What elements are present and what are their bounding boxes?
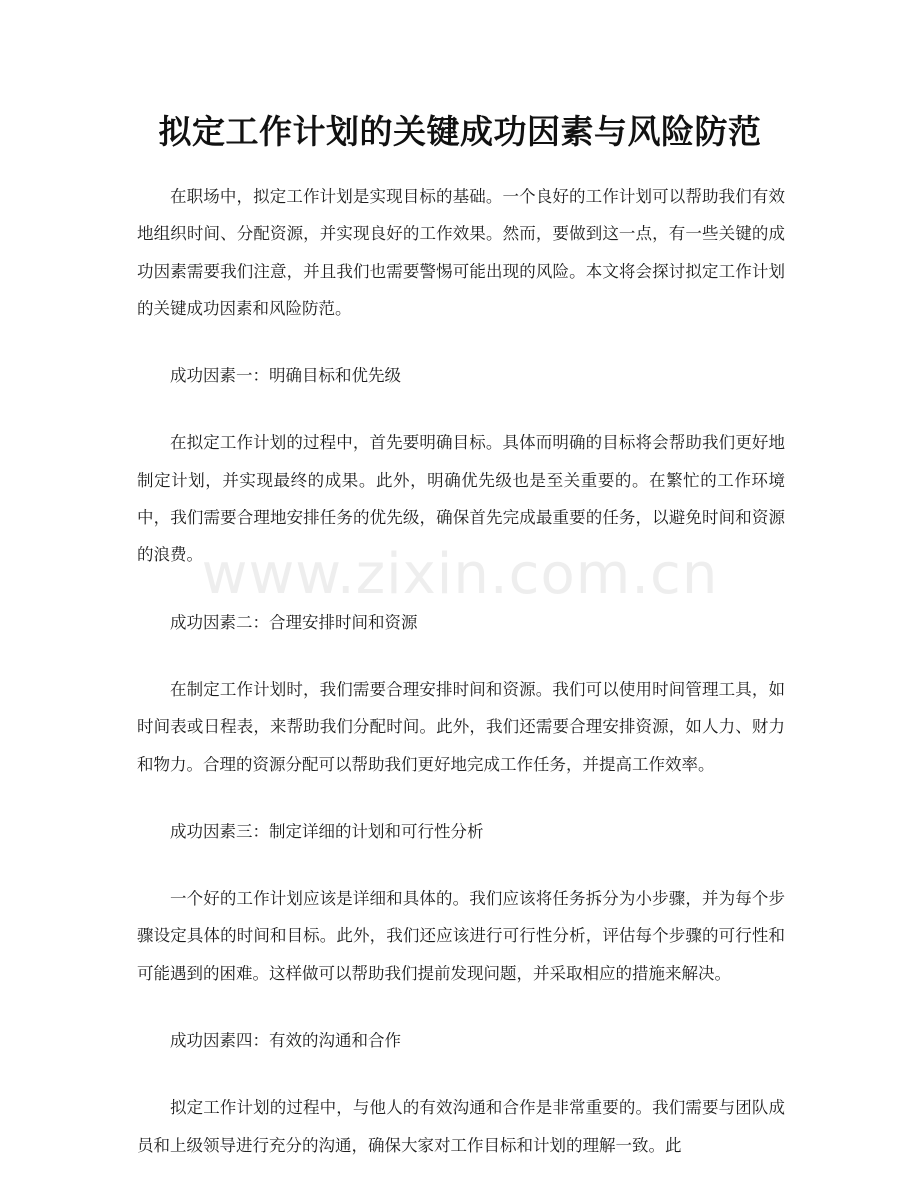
section-heading-3: 成功因素三：制定详细的计划和可行性分析 [170, 821, 484, 841]
paragraph-2: 在制定工作计划时，我们需要合理安排时间和资源。我们可以使用时间管理工具，如时间表或日程表，来帮助我们分配时间。此外，我们还需要合理安排资源，如人力、财力和物力。合理的资源分配可以帮助我们更好地完成工作任务，并提高工作效率。 [137, 679, 785, 774]
paragraph-3: 一个好的工作计划应该是详细和具体的。我们应该将任务拆分为小步骤，并为每个步骤设定具体的时间和目标。此外，我们还应该进行可行性分析，评估每个步骤的可行性和可能遇到的困难。这样做可以帮助我们提前发现问题，并采取相应的措施来解决。 [137, 889, 785, 983]
section-heading-2: 成功因素二：合理安排时间和资源 [170, 612, 418, 632]
paragraph-4: 拟定工作计划的过程中，与他人的有效沟通和合作是非常重要的。我们需要与团队成员和上级领导进行充分的沟通，确保大家对工作目标和计划的理解一致。此 [137, 1098, 785, 1155]
paragraph-intro: 在职场中，拟定工作计划是实现目标的基础。一个良好的工作计划可以帮助我们有效地组织时间、分配资源，并实现良好的工作效果。然而，要做到这一点，有一些关键的成功因素需要我们注意，并且我们也需要警惕可能出现的风险。本文将会探讨拟定工作计划的关键成功因素和风险防范。 [137, 187, 785, 318]
watermark-text: www.zixin.com.cn [201, 542, 719, 607]
section-heading-1: 成功因素一：明确目标和优先级 [170, 366, 401, 386]
paragraph-1: 在拟定工作计划的过程中，首先要明确目标。具体而明确的目标将会帮助我们更好地制定计划，并实现最终的成果。此外，明确优先级也是至关重要的。在繁忙的工作环境中，我们需要合理地安排任务的优先级，确保首先完成最重要的任务，以避免时间和资源的浪费。 [137, 433, 785, 565]
document-body [137, 178, 785, 1194]
document-title: 拟定工作计划的关键成功因素与风险防范 [158, 112, 762, 151]
section-heading-4: 成功因素四：有效的沟通和合作 [170, 1031, 401, 1051]
